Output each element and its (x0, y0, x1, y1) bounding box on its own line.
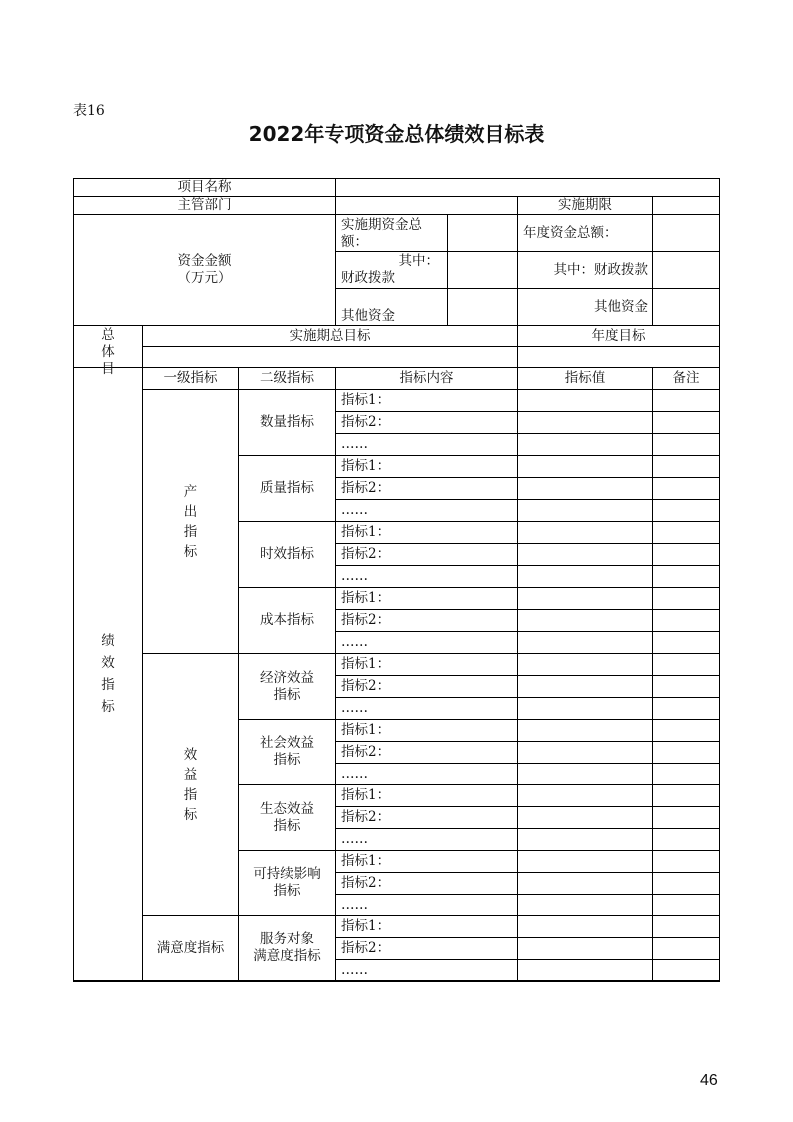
social-benefit-label (239, 720, 336, 785)
output-char-4: 标 (183, 543, 198, 560)
timeliness-indicators-label: 时效指标 (239, 522, 336, 588)
indicator-more-content: …… (336, 764, 518, 785)
output-indicators-label (143, 390, 239, 654)
indicator-1-note[interactable] (653, 720, 720, 742)
indicator-more-note[interactable] (653, 698, 720, 720)
other-fund-annual-label: 其他资金 (518, 289, 653, 326)
indicator-2-note[interactable] (653, 938, 720, 960)
indicator-1-note[interactable] (653, 390, 720, 412)
performance-indicators-label (73, 368, 143, 982)
indicator-1-value[interactable] (518, 720, 653, 742)
fund-unit-text: （万元） (177, 270, 232, 286)
fiscal-line2: 财政拨款 (341, 270, 395, 286)
indicator-2-content: 指标2： (336, 742, 518, 764)
indicator-2-note[interactable] (653, 544, 720, 566)
period-goal-label: 实施期总目标 (143, 326, 518, 347)
overall-goal-label (73, 326, 143, 377)
indicator-2-note[interactable] (653, 873, 720, 895)
indicator-2-content: 指标2： (336, 873, 518, 895)
indicator-2-value[interactable] (518, 610, 653, 632)
other-fund-annual-value[interactable] (653, 289, 720, 326)
indicator-more-value[interactable] (518, 960, 653, 982)
period-label: 实施期限 (518, 197, 653, 215)
economic-benefit-label (239, 654, 336, 720)
annual-goal-value[interactable] (518, 347, 720, 368)
indicator-more-note[interactable] (653, 632, 720, 654)
indicator-1-value[interactable] (518, 851, 653, 873)
benefit-char-1: 效 (183, 746, 198, 763)
indicator-more-value[interactable] (518, 829, 653, 851)
indicator-more-note[interactable] (653, 960, 720, 982)
indicator-more-content: …… (336, 829, 518, 851)
indicator-more-note[interactable] (653, 500, 720, 522)
indicator-more-content: …… (336, 566, 518, 588)
indicator-more-value[interactable] (518, 764, 653, 785)
indicator-more-value[interactable] (518, 566, 653, 588)
indicator-1-value[interactable] (518, 588, 653, 610)
period-goal-value[interactable] (143, 347, 518, 368)
indicator-2-note[interactable] (653, 412, 720, 434)
fiscal-fund-value[interactable] (448, 252, 518, 289)
page-number: 46 (700, 1072, 718, 1089)
page-title: 2022年专项资金总体绩效目标表 (248, 122, 545, 146)
indicator-1-value[interactable] (518, 654, 653, 676)
satisfaction-indicators-label: 满意度指标 (143, 916, 239, 982)
indicator-2-content: 指标2： (336, 478, 518, 500)
indicator-2-content: 指标2： (336, 610, 518, 632)
department-value[interactable] (336, 197, 518, 215)
indicator-1-note[interactable] (653, 851, 720, 873)
indicator-more-value[interactable] (518, 698, 653, 720)
benefit-char-3: 指 (183, 786, 198, 803)
indicator-more-content: …… (336, 632, 518, 654)
indicator-2-value[interactable] (518, 742, 653, 764)
perf-char-1: 绩 (101, 633, 115, 649)
indicator-2-value[interactable] (518, 807, 653, 829)
indicator-2-content: 指标2： (336, 676, 518, 698)
social-benefit-line1: 社会效益 (260, 735, 314, 752)
indicator-1-content: 指标1： (336, 785, 518, 807)
indicator-1-note[interactable] (653, 456, 720, 478)
output-char-1: 产 (183, 483, 198, 500)
benefit-indicators-label (143, 654, 239, 916)
total-fund-line1: 实施期资金总 (341, 217, 422, 234)
indicator-more-value[interactable] (518, 632, 653, 654)
indicator-1-note[interactable] (653, 522, 720, 544)
ecological-benefit-line2: 指标 (273, 817, 301, 834)
col-header-note: 备注 (653, 368, 720, 390)
indicator-2-content: 指标2： (336, 807, 518, 829)
sustainability-line2: 指标 (273, 883, 301, 899)
indicator-2-value[interactable] (518, 873, 653, 895)
col-header-value: 指标值 (518, 368, 653, 390)
ecological-benefit-label (239, 785, 336, 851)
service-satisfaction-line2: 满意度指标 (253, 948, 321, 964)
indicator-2-note[interactable] (653, 742, 720, 764)
indicator-1-note[interactable] (653, 588, 720, 610)
indicator-1-content: 指标1： (336, 522, 518, 544)
indicator-more-content: …… (336, 960, 518, 982)
indicator-2-value[interactable] (518, 544, 653, 566)
project-name-value[interactable] (336, 178, 720, 197)
economic-benefit-line2: 指标 (273, 686, 301, 703)
department-label: 主管部门 (73, 197, 336, 215)
fiscal-fund-label (336, 252, 448, 289)
social-benefit-line2: 指标 (273, 752, 301, 768)
indicator-1-value[interactable] (518, 785, 653, 807)
benefit-char-4: 标 (183, 806, 198, 823)
indicator-2-note[interactable] (653, 807, 720, 829)
indicator-1-content: 指标1： (336, 720, 518, 742)
other-fund-value[interactable] (448, 289, 518, 326)
fiscal-annual-value[interactable] (653, 252, 720, 289)
goal-char-2: 体 (101, 344, 115, 360)
indicator-more-content: …… (336, 500, 518, 522)
indicator-more-content: …… (336, 895, 518, 916)
project-name-label: 项目名称 (73, 178, 336, 197)
benefit-char-2: 益 (183, 766, 198, 783)
total-fund-label (336, 215, 448, 252)
indicator-1-note[interactable] (653, 654, 720, 676)
indicator-1-content: 指标1： (336, 456, 518, 478)
indicator-1-content: 指标1： (336, 588, 518, 610)
service-satisfaction-line1: 服务对象 (260, 931, 314, 948)
indicator-2-content: 指标2： (336, 544, 518, 566)
cost-indicators-label: 成本指标 (239, 588, 336, 654)
sustainability-line1: 可持续影响 (253, 866, 321, 883)
indicator-2-value[interactable] (518, 412, 653, 434)
fiscal-annual-label: 其中：财政拨款 (518, 252, 653, 289)
indicator-more-value[interactable] (518, 434, 653, 456)
perf-char-3: 指 (101, 677, 115, 693)
sustainability-label (239, 851, 336, 916)
col-header-level2: 二级指标 (239, 368, 336, 390)
fiscal-line1: 其中： (398, 253, 439, 270)
perf-char-2: 效 (101, 655, 115, 671)
indicator-2-content: 指标2： (336, 412, 518, 434)
col-header-content: 指标内容 (336, 368, 518, 390)
indicator-2-note[interactable] (653, 610, 720, 632)
output-char-2: 出 (183, 503, 198, 520)
indicator-1-content: 指标1： (336, 916, 518, 938)
indicator-2-note[interactable] (653, 478, 720, 500)
indicator-1-content: 指标1： (336, 390, 518, 412)
col-header-level1: 一级指标 (143, 368, 239, 390)
fund-amount-text: 资金金额 (177, 253, 232, 270)
economic-benefit-line1: 经济效益 (260, 669, 314, 686)
fund-amount-label (73, 215, 336, 326)
quality-indicators-label: 质量指标 (239, 456, 336, 522)
ecological-benefit-line1: 生态效益 (260, 800, 314, 817)
indicator-more-note[interactable] (653, 566, 720, 588)
goal-char-1: 总 (101, 327, 115, 343)
period-value[interactable] (653, 197, 720, 215)
quantity-indicators-label: 数量指标 (239, 390, 336, 456)
indicator-1-note[interactable] (653, 916, 720, 938)
indicator-1-value[interactable] (518, 390, 653, 412)
indicator-more-note[interactable] (653, 829, 720, 851)
indicator-more-value[interactable] (518, 895, 653, 916)
indicator-1-content: 指标1： (336, 851, 518, 873)
indicator-1-value[interactable] (518, 916, 653, 938)
perf-char-4: 标 (101, 699, 115, 715)
indicator-more-content: …… (336, 698, 518, 720)
goal-char-3: 目 (101, 361, 115, 377)
other-fund-label: 其他资金 (336, 289, 448, 326)
total-fund-value[interactable] (448, 215, 518, 252)
indicator-2-note[interactable] (653, 676, 720, 698)
indicator-2-content: 指标2： (336, 938, 518, 960)
indicator-2-value[interactable] (518, 676, 653, 698)
annual-fund-label: 年度资金总额： (518, 215, 653, 252)
indicator-2-value[interactable] (518, 938, 653, 960)
indicator-1-note[interactable] (653, 785, 720, 807)
indicator-1-value[interactable] (518, 456, 653, 478)
indicator-2-value[interactable] (518, 478, 653, 500)
indicator-more-note[interactable] (653, 895, 720, 916)
indicator-1-content: 指标1： (336, 654, 518, 676)
indicator-more-value[interactable] (518, 500, 653, 522)
indicator-more-note[interactable] (653, 764, 720, 785)
table-number: 表16 (73, 103, 105, 119)
output-char-3: 指 (183, 523, 198, 540)
indicator-more-note[interactable] (653, 434, 720, 456)
total-fund-line2: 额： (341, 234, 368, 251)
service-satisfaction-label (239, 916, 336, 982)
annual-fund-value[interactable] (653, 215, 720, 252)
indicator-more-content: …… (336, 434, 518, 456)
annual-goal-label: 年度目标 (518, 326, 720, 347)
indicator-1-value[interactable] (518, 522, 653, 544)
